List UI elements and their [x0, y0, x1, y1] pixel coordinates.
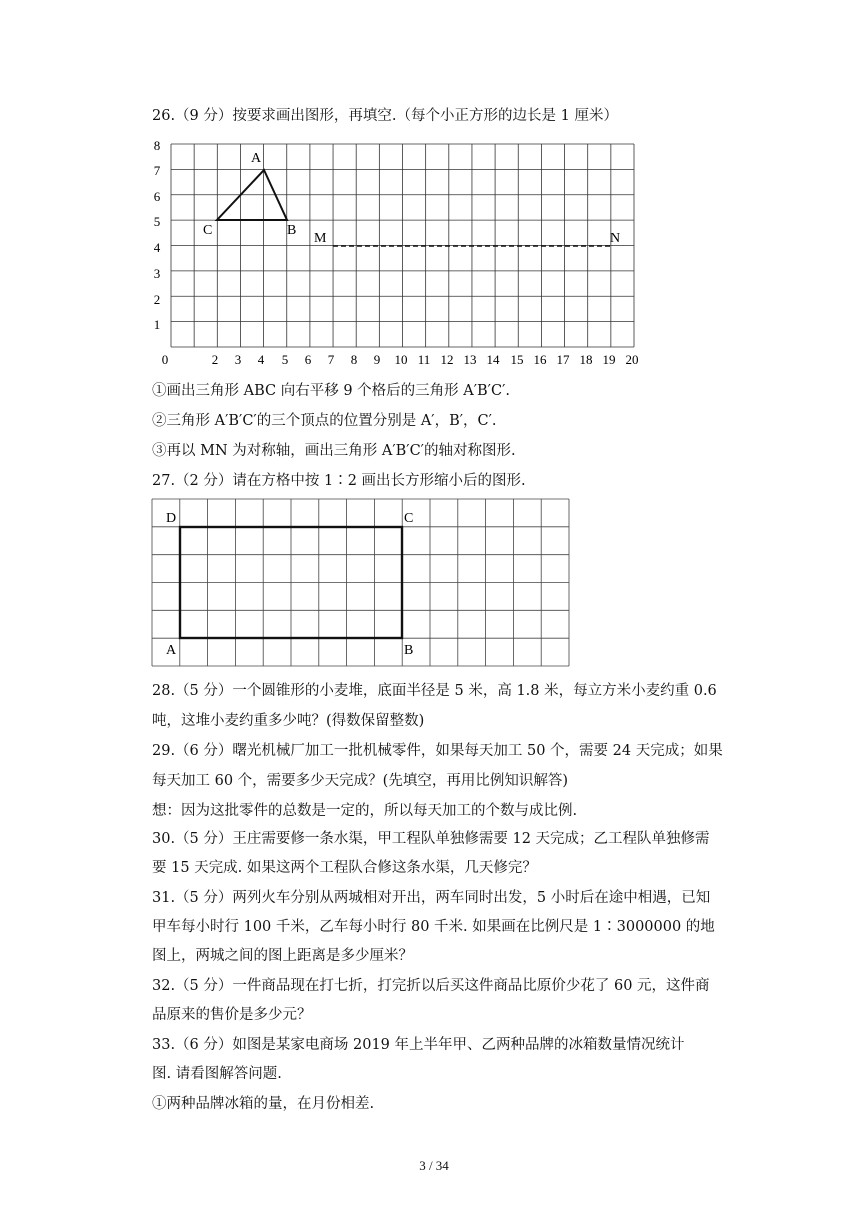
x-label-9: 9	[373, 352, 381, 367]
x-label-14: 14	[486, 352, 500, 367]
x-label-15: 15	[510, 352, 524, 367]
q30-line2: 要 15 天完成. 如果这两个工程队合修这条水渠，几天修完？	[152, 860, 537, 876]
x-label-19: 19	[602, 352, 616, 367]
page-number: 3 / 34	[419, 1158, 449, 1173]
q31-line1: 31.（5 分）两列火车分别从两城相对开出，两车同时出发，5 小时后在途中相遇，已知	[152, 890, 711, 906]
q29-line2: 每天加工 60 个，需要多少天完成？(先填空，再用比例知识解答)	[152, 773, 568, 789]
q26-item3: ③再以 MN 为对称轴，画出三角形 A′B′C′的轴对称图形.	[152, 443, 516, 459]
q33-line2: 图. 请看图解答问题.	[152, 1066, 282, 1082]
x-label-16: 16	[533, 352, 547, 367]
q29-line1: 29.（6 分）曙光机械厂加工一批机械零件，如果每天加工 50 个，需要 24 天完成；如果	[152, 743, 723, 759]
x-label-10: 10	[394, 352, 408, 367]
point-label-m: M	[314, 231, 327, 246]
y-label-1: 1	[153, 317, 161, 332]
x-label-7: 7	[327, 352, 335, 367]
point-label-b: B	[287, 223, 297, 238]
rect-label-d: D	[166, 511, 177, 526]
x-label-5: 5	[281, 352, 289, 367]
q27-grid	[150, 497, 572, 671]
point-label-a: A	[251, 151, 262, 166]
q28-line2: 吨，这堆小麦约重多少吨？(得数保留整数)	[152, 713, 425, 729]
q26-item1: ①画出三角形 ABC 向右平移 9 个格后的三角形 A′B′C′.	[152, 383, 510, 399]
x-label-3: 3	[234, 352, 242, 367]
point-label-n: N	[610, 231, 621, 246]
y-label-5: 5	[153, 214, 161, 229]
q30-line1: 30.（5 分）王庄需要修一条水渠，甲工程队单独修需要 12 天完成；乙工程队单独修需	[152, 831, 710, 847]
point-label-c: C	[203, 223, 213, 238]
x-label-8: 8	[350, 352, 358, 367]
x-label-2: 2	[211, 352, 219, 367]
q29-line3: 想：因为这批零件的总数是一定的，所以每天加工的个数与成比例.	[152, 803, 578, 819]
q32-line1: 32.（5 分）一件商品现在打七折，打完折以后买这件商品比原价少花了 60 元，这件商	[152, 978, 710, 994]
q27-title: 27.（2 分）请在方格中按 1∶2 画出长方形缩小后的图形.	[152, 473, 526, 489]
q26-item2: ②三角形 A′B′C′的三个顶点的位置分别是 A′，B′，C′.	[152, 413, 497, 429]
y-label-7: 7	[153, 163, 161, 178]
x-label-6: 6	[304, 352, 312, 367]
q26-title: 26.（9 分）按要求画出图形，再填空.（每个小正方形的边长是 1 厘米）	[152, 108, 618, 124]
y-label-6: 6	[153, 189, 161, 204]
x-label-11: 11	[417, 352, 431, 367]
y-label-4: 4	[153, 240, 161, 255]
x-label-13: 13	[463, 352, 477, 367]
x-label-20: 20	[625, 352, 639, 367]
y-label-2: 2	[153, 292, 161, 307]
rect-label-c: C	[404, 511, 414, 526]
q28-line1: 28.（5 分）一个圆锥形的小麦堆，底面半径是 5 米，高 1.8 米，每立方米小麦约重 0.6	[152, 683, 717, 699]
y-label-8: 8	[153, 138, 161, 153]
x-label-0: 0	[161, 352, 169, 367]
x-label-12: 12	[440, 352, 454, 367]
q26-coordinate-grid	[148, 138, 648, 370]
q32-line2: 品原来的售价是多少元？	[152, 1007, 312, 1023]
x-label-17: 17	[556, 352, 570, 367]
q31-line3: 图上，两城之间的图上距离是多少厘米？	[152, 948, 413, 964]
q33-line1: 33.（6 分）如图是某家电商场 2019 年上半年甲、乙两种品牌的冰箱数量情况统计	[152, 1037, 685, 1053]
q33-item1: ①两种品牌冰箱的量，在月份相差.	[152, 1096, 375, 1112]
rect-label-b: B	[404, 643, 414, 658]
q31-line2: 甲车每小时行 100 千米，乙车每小时行 80 千米. 如果画在比例尺是 1∶3000000 的地	[152, 919, 715, 935]
x-label-18: 18	[579, 352, 593, 367]
y-label-3: 3	[153, 266, 161, 281]
rect-label-a: A	[166, 643, 177, 658]
x-label-4: 4	[257, 352, 265, 367]
